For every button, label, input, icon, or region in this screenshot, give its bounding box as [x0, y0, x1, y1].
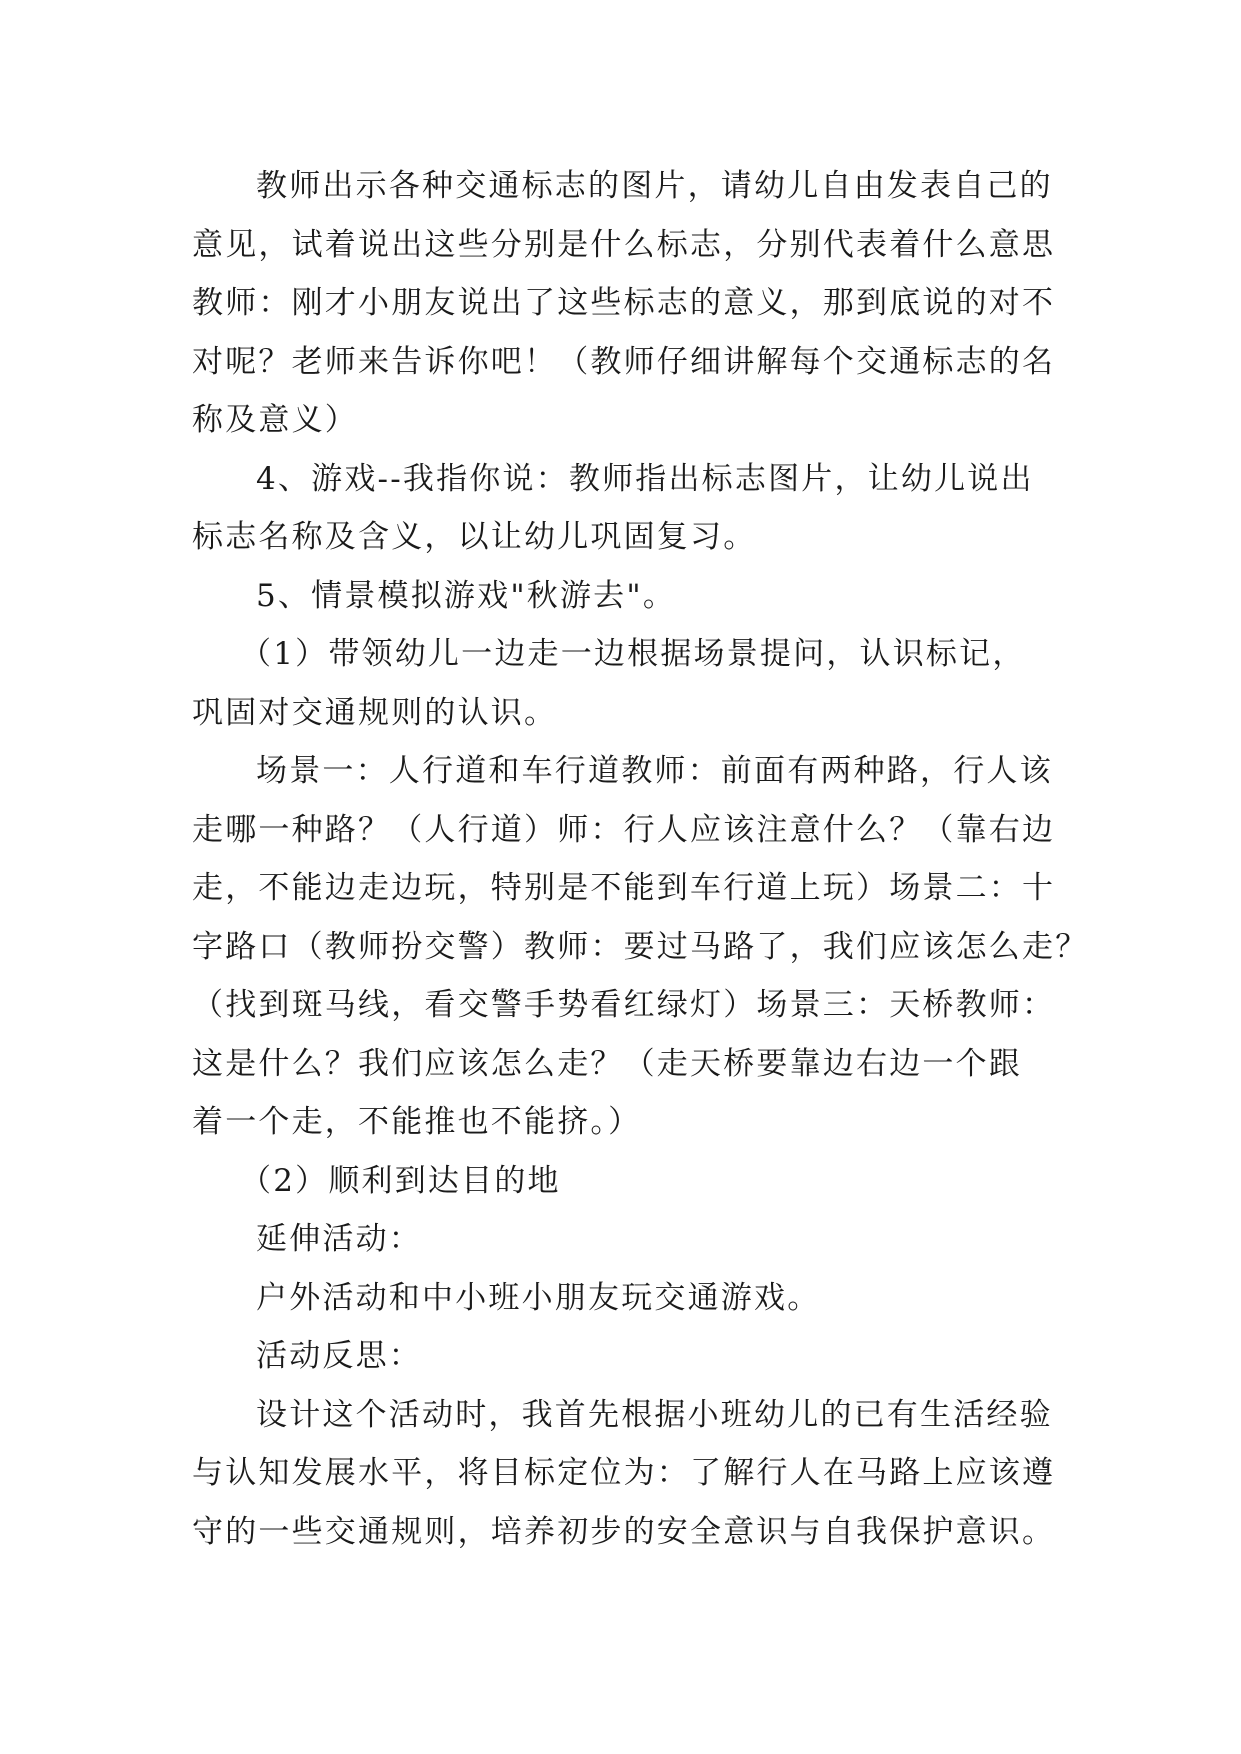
paragraph-line: 称及意义） [192, 402, 358, 438]
section-heading: 延伸活动： [256, 1221, 422, 1257]
paragraph-line: 走，不能边走边玩，特别是不能到车行道上玩）场景二：十 [192, 870, 1056, 906]
paragraph-line: （1）带领幼儿一边走一边根据场景提问，认识标记， [240, 636, 1026, 672]
paragraph-line: 对呢？老师来告诉你吧！（教师仔细讲解每个交通标志的名 [192, 343, 1056, 380]
paragraph-line: 走哪一种路？（人行道）师：行人应该注意什么？（靠右边 [192, 811, 1056, 848]
paragraph-line: 场景一：人行道和车行道教师：前面有两种路，行人该 [256, 753, 1053, 789]
paragraph-line: 标志名称及含义，以让幼儿巩固复习。 [192, 519, 757, 555]
document-body [192, 157, 1089, 1561]
paragraph-line: 这是什么？我们应该怎么走？（走天桥要靠边右边一个跟 [192, 1045, 1022, 1082]
paragraph-line: 4、游戏--我指你说：教师指出标志图片，让幼儿说出 [256, 460, 1034, 497]
paragraph-line: 设计这个活动时，我首先根据小班幼儿的已有生活经验 [256, 1396, 1053, 1433]
paragraph-line: 守的一些交通规则，培养初步的安全意识与自我保护意识。 [192, 1513, 1056, 1550]
paragraph-line: 着一个走，不能推也不能挤。） [192, 1104, 642, 1140]
paragraph-line: 教师：刚才小朋友说出了这些标志的意义，那到底说的对不 [192, 285, 1056, 321]
paragraph-line: 5、情景模拟游戏"秋游去"。 [256, 577, 677, 614]
paragraph-line: 户外活动和中小班小朋友玩交通游戏。 [256, 1279, 821, 1316]
paragraph-line: 教师出示各种交通标志的图片，请幼儿自由发表自己的 [256, 168, 1053, 204]
section-heading: 活动反思： [256, 1338, 422, 1374]
paragraph-line: （找到斑马线，看交警手势看红绿灯）场景三：天桥教师： [192, 987, 1056, 1023]
paragraph-line: 巩固对交通规则的认识。 [192, 694, 558, 731]
paragraph-line: 意见，试着说出这些分别是什么标志，分别代表着什么意思 [192, 226, 1056, 263]
paragraph-line: 与认知发展水平，将目标定位为：了解行人在马路上应该遵 [192, 1455, 1056, 1491]
paragraph-line: 字路口（教师扮交警）教师：要过马路了，我们应该怎么走？ [192, 928, 1089, 965]
paragraph-line: （2）顺利到达目的地 [240, 1162, 561, 1199]
